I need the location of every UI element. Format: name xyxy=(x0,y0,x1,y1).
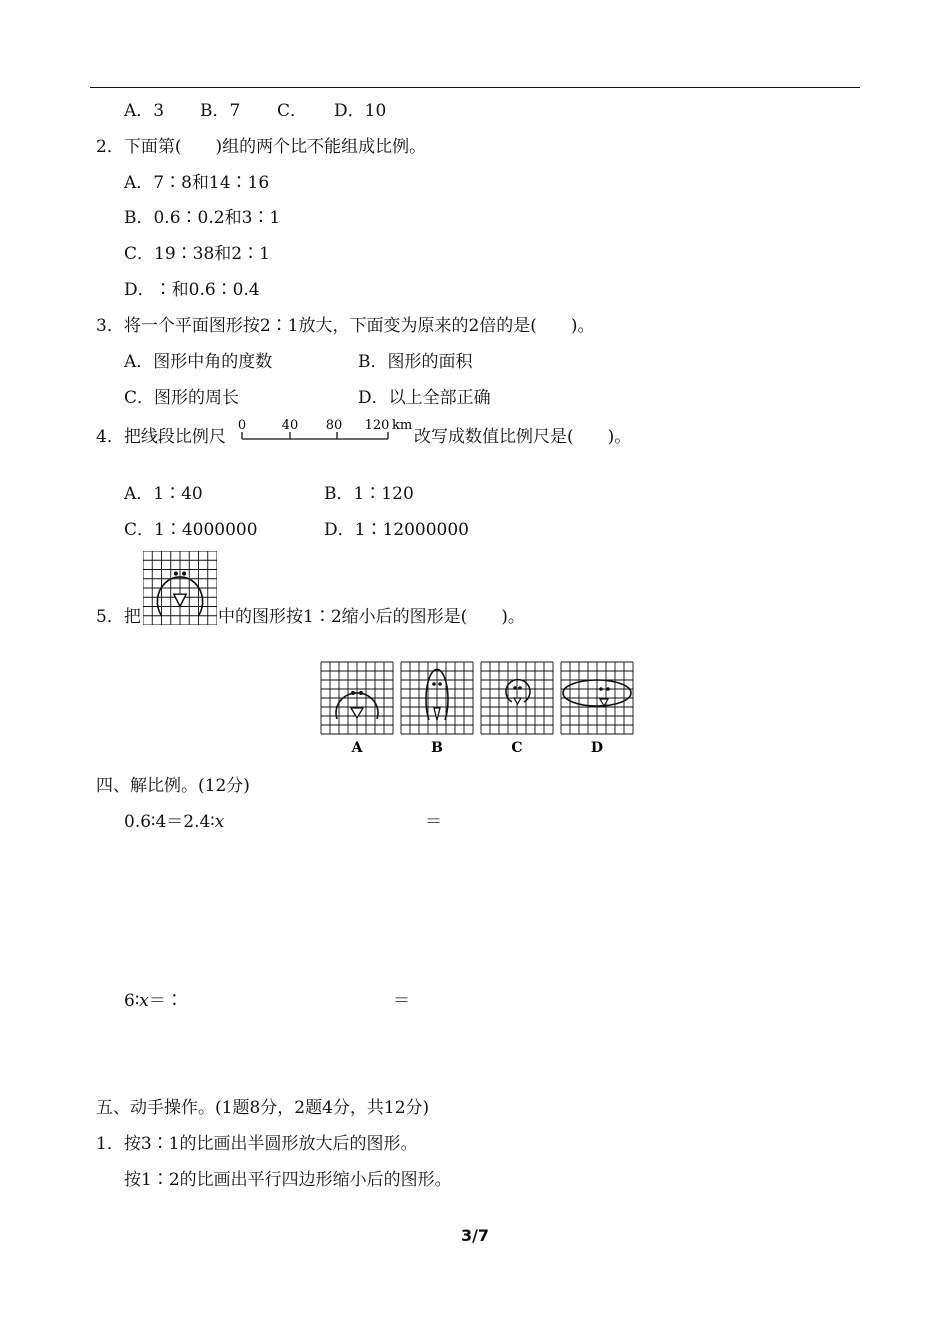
choice-d-figure xyxy=(561,662,633,734)
q4-options-row1 xyxy=(0,483,950,505)
choice-a-figure xyxy=(321,662,393,734)
q4-option-b: B．1∶120 xyxy=(324,484,414,504)
q3-stem: 3．将一个平面图形按2∶1放大，下面变为原来的2倍的是( )。 xyxy=(96,316,595,336)
equation-1 xyxy=(124,811,224,833)
q4-stem-after: 改写成数值比例尺是( )。 xyxy=(414,427,632,447)
section4-title: 四、解比例。(12分) xyxy=(96,776,250,796)
q4-options-row2 xyxy=(0,519,950,541)
scale-label-0: 0 xyxy=(238,418,247,433)
q3-option-a: A．图形中角的度数 xyxy=(124,352,273,372)
q4-stem-before: 4．把线段比例尺 xyxy=(96,427,226,447)
q3-option-d: D．以上全部正确 xyxy=(358,388,491,408)
equation-1-equals: ＝ xyxy=(425,812,442,832)
equation-2 xyxy=(124,990,183,1012)
q5-stem-after: 中的图形按1∶2缩小后的图形是( )。 xyxy=(218,607,525,627)
scale-label-120: 120 xyxy=(364,418,390,433)
q2-option-a: A．7∶8和14∶16 xyxy=(124,173,270,193)
q1-options xyxy=(0,100,950,122)
q3-option-b: B．图形的面积 xyxy=(358,352,473,372)
equation-2-suffix: ＝∶ xyxy=(148,991,183,1011)
q4-option-c: C．1∶4000000 xyxy=(124,520,258,540)
scale-unit: km xyxy=(392,418,413,433)
equation-2-equals: ＝ xyxy=(393,991,410,1011)
q4-option-d: D．1∶12000000 xyxy=(324,520,469,540)
choice-label-b: B xyxy=(431,740,443,756)
choice-label-d: D xyxy=(590,740,604,756)
section5-item1b: 按1∶2的比画出平行四边形缩小后的图形。 xyxy=(124,1170,452,1190)
q1-option-b: B．7 xyxy=(200,101,241,121)
choice-c-figure xyxy=(481,662,553,734)
q2-option-c: C．19∶38和2∶1 xyxy=(124,244,270,264)
q1-option-a: A．3 xyxy=(124,101,165,121)
page-number: 3/7 xyxy=(460,1226,490,1245)
q3-options-row1 xyxy=(0,351,950,373)
choice-label-a: A xyxy=(351,740,363,756)
q5-stem-before: 5．把 xyxy=(96,607,141,627)
header-rule xyxy=(90,87,860,88)
q5-original-figure xyxy=(143,551,217,625)
line-scale-diagram xyxy=(238,414,416,448)
section5-title: 五、动手操作。(1题8分，2题4分，共12分) xyxy=(96,1098,430,1118)
q1-option-d: D．10 xyxy=(334,101,387,121)
scale-label-80: 80 xyxy=(325,418,343,433)
q2-option-b: B．0.6∶0.2和3∶1 xyxy=(124,208,281,228)
scale-label-40: 40 xyxy=(281,418,299,433)
q2-stem: 2．下面第( )组的两个比不能组成比例。 xyxy=(96,137,427,157)
q4-option-a: A．1∶40 xyxy=(124,484,203,504)
q2-option-d: D．∶和0.6∶0.4 xyxy=(124,280,260,300)
choice-b-figure xyxy=(401,662,473,734)
q3-options-row2 xyxy=(0,387,950,409)
section5-item1: 1．按3∶1的比画出半圆形放大后的图形。 xyxy=(96,1134,418,1154)
equation-2-var: x xyxy=(139,991,149,1011)
choice-label-c: C xyxy=(511,740,523,756)
equation-2-prefix: 6∶ xyxy=(124,991,140,1011)
q3-option-c: C．图形的周长 xyxy=(124,388,240,408)
equation-1-prefix: 0.6∶4＝2.4∶ xyxy=(124,812,215,832)
q1-option-c: C． xyxy=(277,101,308,121)
equation-1-var: x xyxy=(214,812,225,832)
q5-choice-figures xyxy=(318,660,638,760)
